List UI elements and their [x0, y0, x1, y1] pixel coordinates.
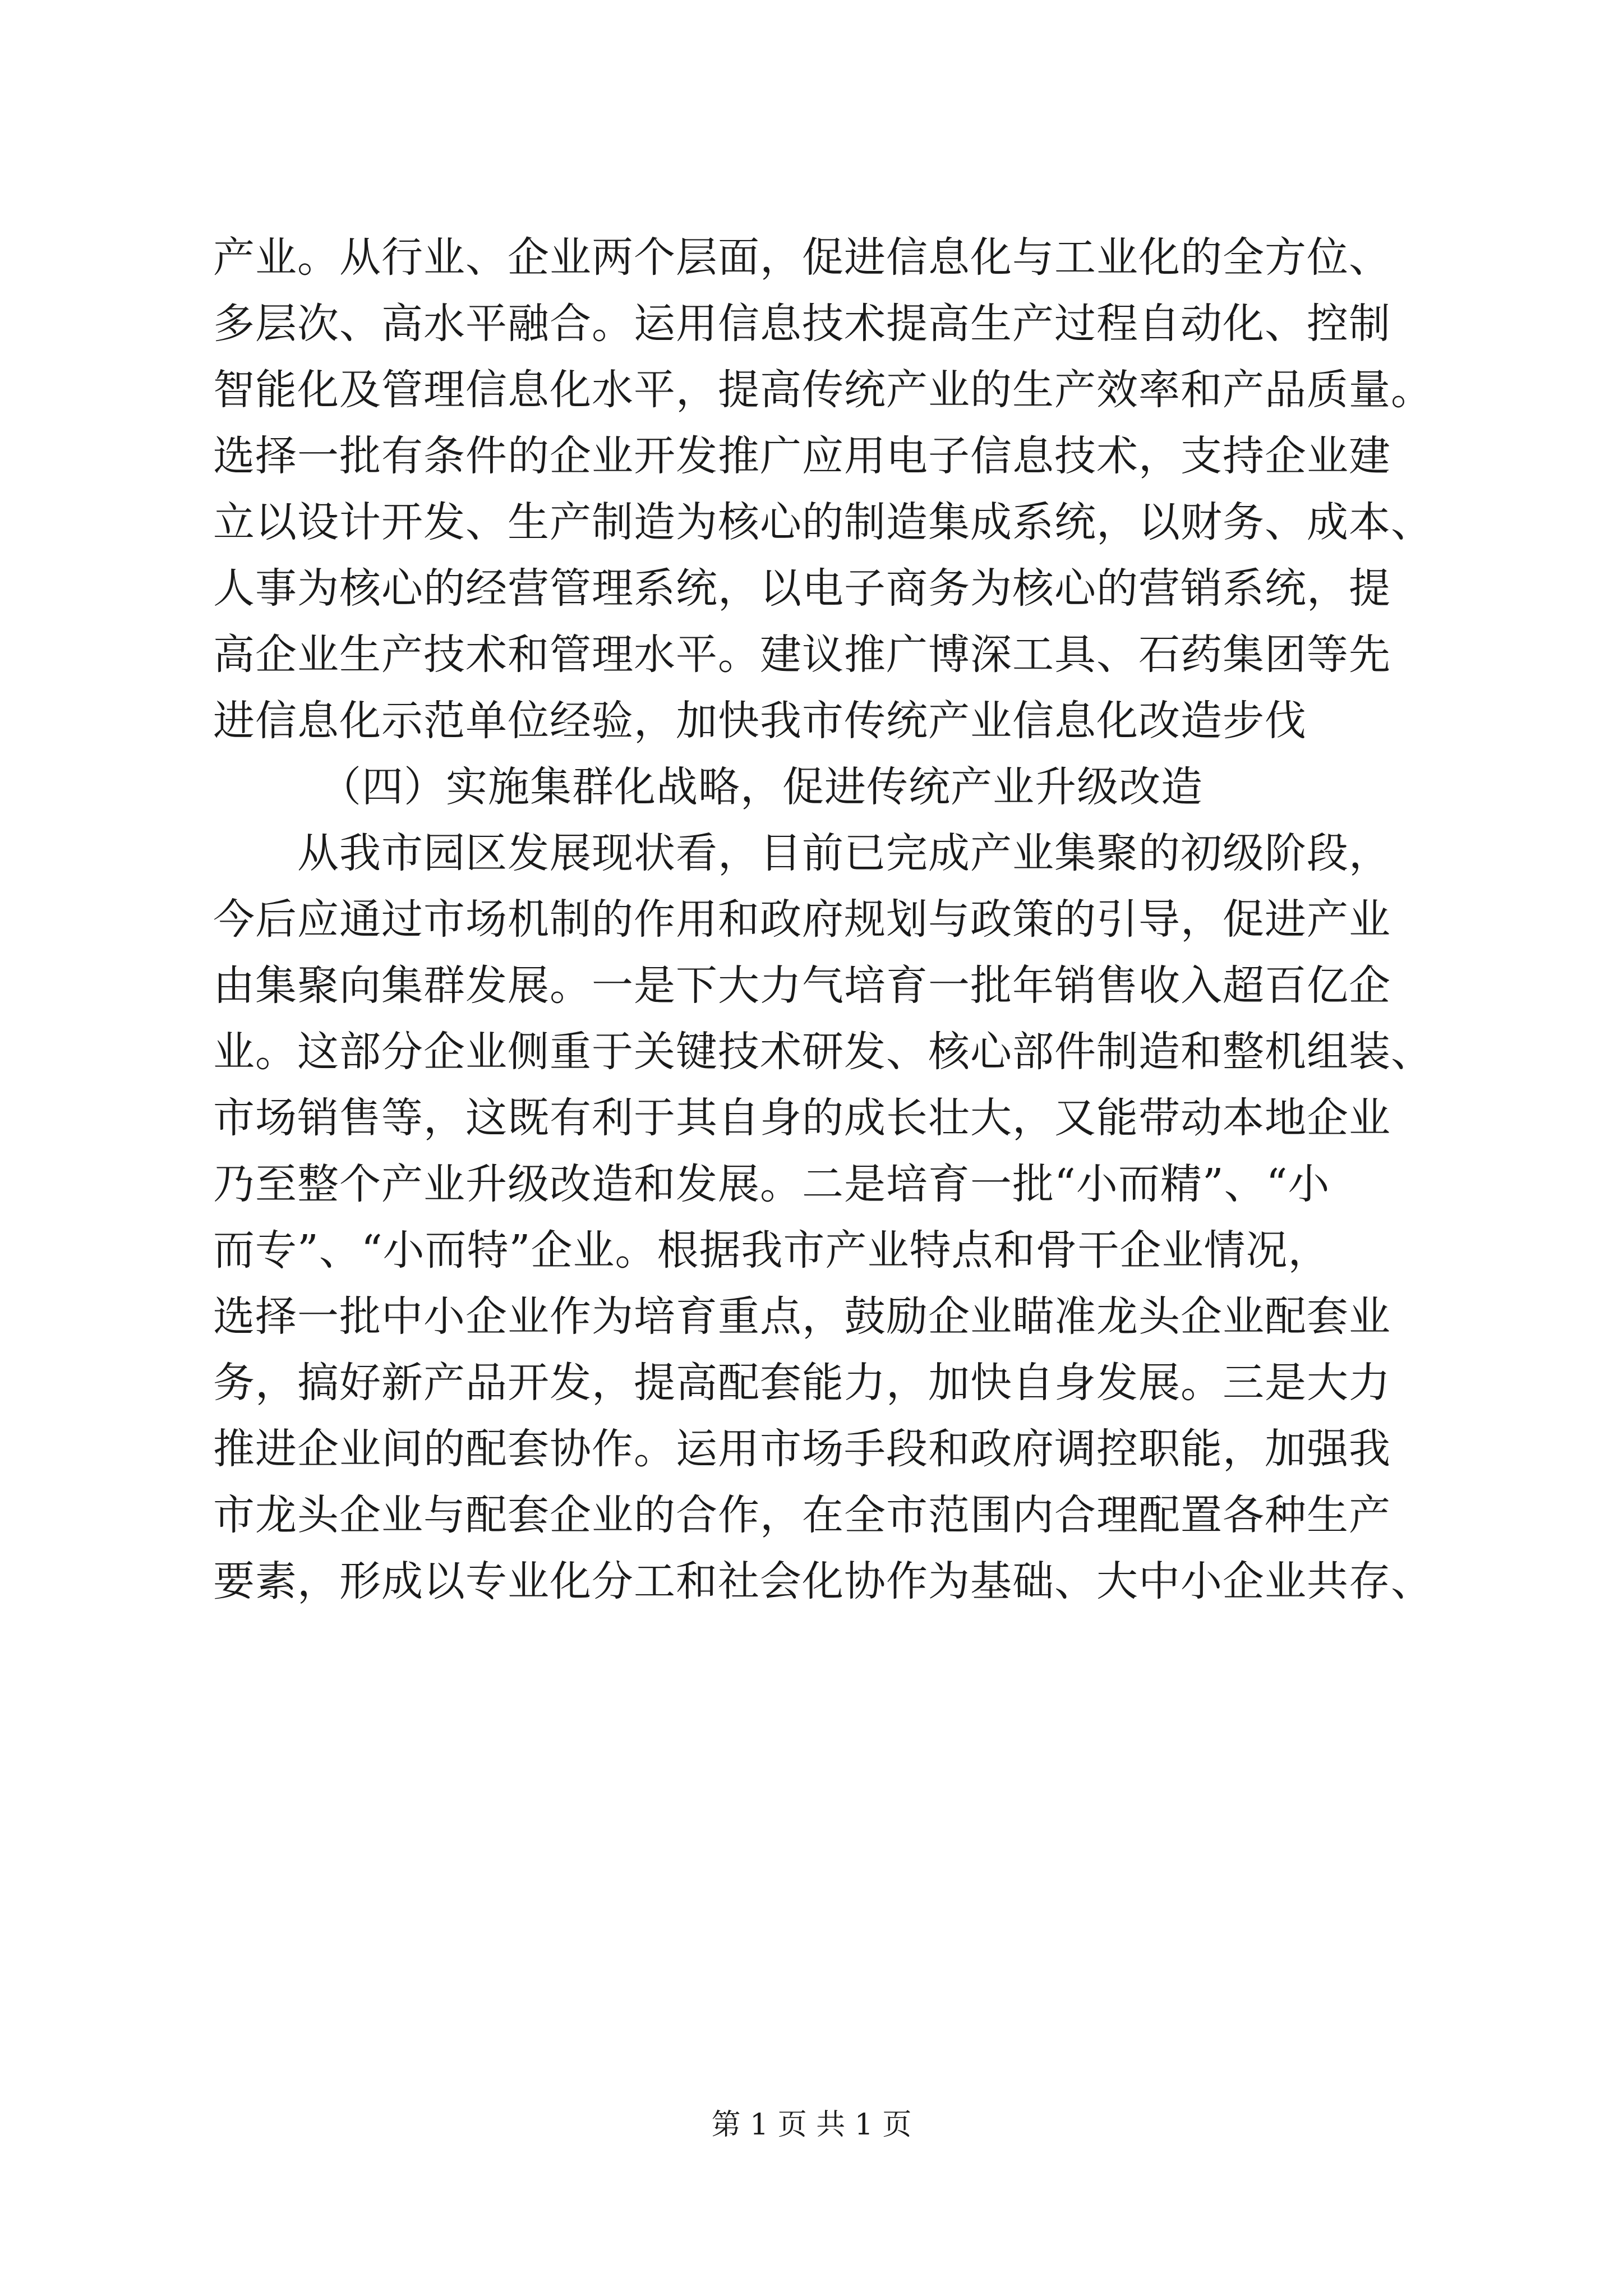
body-line: 立以设计开发、生产制造为核心的制造集成系统，以财务、成本、 — [213, 498, 1433, 546]
body-line: 推进企业间的配套协作。运用市场手段和政府调控职能，加强我 — [213, 1425, 1391, 1473]
body-line: 务，搞好新产品开发，提高配套能力，加快自身发展。三是大力 — [213, 1359, 1391, 1407]
body-line: 由集聚向集群发展。一是下大力气培育一批年销售收入超百亿企 — [213, 961, 1391, 1010]
body-line: 选择一批有条件的企业开发推广应用电子信息技术，支持企业建 — [213, 432, 1391, 480]
paragraph-first-line: 从我市园区发展现状看，目前已完成产业集聚的初级阶段， — [297, 829, 1391, 877]
body-line: 智能化及管理信息化水平，提高传统产业的生产效率和产品质量。 — [213, 366, 1433, 414]
body-line: 乃至整个产业升级改造和发展。二是培育一批“小而精”、“小 — [213, 1160, 1330, 1208]
body-line: 多层次、高水平融合。运用信息技术提高生产过程自动化、控制 — [213, 300, 1391, 348]
body-line: 而专”、“小而特”企业。根据我市产业特点和骨干企业情况， — [213, 1226, 1330, 1274]
section-heading: （四）实施集群化战略，促进传统产业升级改造 — [320, 763, 1203, 811]
page-number-footer: 第 1 页 共 1 页 — [711, 2108, 912, 2142]
body-line: 产业。从行业、企业两个层面，促进信息化与工业化的全方位、 — [213, 233, 1391, 282]
document-body — [213, 224, 1433, 1614]
body-line: 市场销售等，这既有利于其自身的成长壮大，又能带动本地企业 — [213, 1094, 1391, 1142]
body-line: 要素，形成以专业化分工和社会化协作为基础、大中小企业共存、 — [213, 1557, 1433, 1605]
body-line: 进信息化示范单位经验，加快我市传统产业信息化改造步伐 — [213, 697, 1307, 745]
body-line: 今后应通过市场机制的作用和政府规划与政策的引导，促进产业 — [213, 895, 1391, 944]
body-line: 人事为核心的经营管理系统，以电子商务为核心的营销系统，提 — [213, 564, 1391, 613]
body-line: 高企业生产技术和管理水平。建议推广博深工具、石药集团等先 — [213, 631, 1391, 679]
body-line: 选择一批中小企业作为培育重点，鼓励企业瞄准龙头企业配套业 — [213, 1292, 1391, 1341]
body-line: 业。这部分企业侧重于关键技术研发、核心部件制造和整机组装、 — [213, 1028, 1433, 1076]
body-line: 市龙头企业与配套企业的合作，在全市范围内合理配置各种生产 — [213, 1491, 1391, 1539]
